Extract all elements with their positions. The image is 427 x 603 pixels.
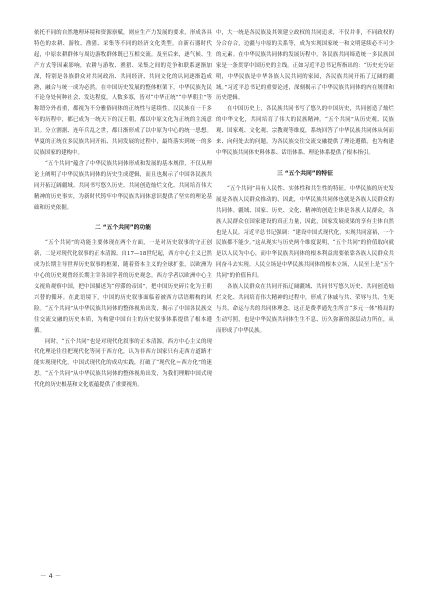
paragraph: “五个共同”蕴含了中华民族共同体形成和发展的基本规律，不仅从理论上阐明了中华民族共同体的历史生成逻辑，而且也揭示了中国各民族共同开拓辽阔疆域、共同书写悠久历史、共同创造灿烂文化、共同培育伟大精神的历史事实，为新时代铸牢中华民族共同体意识提供了坚实的理论基础和历史依据。 [34,160,212,211]
right-column [216,28,394,337]
paragraph: 在中国历史上，各民族共同书写了悠久的中国历史，共同创造了灿烂的中华文化，共同培育了伟大的民族精神。“五个共同”从历史观、民族观、国家观、文化观、宗教观等维度，系统回答了中华民族共同体从何而来、向何处去的问题，为各民族交往交流交融提供了理论遵循，也为构建中华民族共同体史料体系、话语体系、理论体系提供了根本指引。 [216,106,394,156]
left-column [34,28,212,391]
paragraph: “五个共同”具有人民性、实体性和共生性的特征。中华民族的历史发展是各族人民群众推动的，因此，中华民族共同体也就是各族人民群众的共同体。疆域、国家、历史、文化、精神的创造主体是各族人民群众，各族人民群众在国家建设的真正力量，因此，国家发展成果的享有主体自然也是人民。习近平总书记强调：“建设中国式现代化，实现共同富裕，一个民族都不能少。”这从现实与历史两个维度说明，“五个共同”的价值取向就是以人民为中心，而中华民族共同体的根本利益需要依靠各族人民群众共同奋斗去实现。人民立场是中华民族共同体的根本立场，人民至上是“五个共同”的价值旨归。 [216,185,394,280]
section-heading: 二 “五个共同”的功能 [94,225,151,232]
paragraph: 各族人民群众在共同开拓辽阔疆域、共同书写悠久历史、共同创造灿烂文化、共同培育伟大精神的过程中，形成了休戚与共、荣辱与共、生死与共、命运与共的共同体理念。这正是费孝通先生所言“多元一体”格局的生动写照，也是中华民族共同体生生不息、历久弥新的深层动力所在，从而形成了中华民族。 [216,284,394,334]
paragraph: “五个共同”的功能主要体现在两个方面，一是对历史叙事的守正创新，二是对现代化叙事的正本清源。自17—18世纪起，西方中心主义已然成为长期主导世界历史叙事的框架，随着资本主义的全球扩张，以欧洲为中心的历史观曾经长期主宰各国学者的历史观念。西方学者以欧洲中心主义视角观察中国，把中国描述为“停滞的帝国”，把中国历史碎片化为王朝兴替的循环。在此语境下，中国的历史叙事面临着被西方话语解构的风险。“五个共同”从中华民族共同体的整体视角出发，揭示了中国各民族交往交流交融的历史本质，为构建中国自主的历史叙事体系提供了根本遵循。 [34,240,212,334]
paragraph: 中，大一统是各民族及其领建立政权的共同追求，不仅并非，不同政权的分合存合，边疆与中原的关系等，成为实现国家统一和文明延续必不可少的元素。在中华民族共同体的发展历程中，各民族共同缔造统一多民族国家是一条贯穿中国历史的主线。正如习近平总书记所指出的：“历史充分证明，中华民族是中华各族人民共同的家园，各民族共同开拓了辽阔的疆域。”习近平总书记的重要论述，深刻揭示了中华民族共同体的内在规律和历史逻辑。 [216,30,394,102]
paragraph: 依托不同的自然地理环境和资源禀赋，则应生产力发展的要求，形成各具特色的农耕、游牧、渔猎、采集等不同的经济文化类型。自新石器时代起，中原农耕群体与周边游牧群体既已互相交流。及至后来，逐气候、生产方式等因素影响，农耕与游牧、渔猎、采集之间的竞争和联系逐渐加深，特别是各族群众对共同政治、共同经济、共同文化的认同逐渐趋成熟，融合与统一成为必然。在中国历史发展的整体框架下，中华民族先民不论身处何种社会、发达程度，人数多寡，皆对“中华正统”“中华朝主”等称谓分外看重，都视为不分雅俗同体的正统性与延续性。汉民族在一千多年的历程中，都已成为一统天下的汉王朝，都以中原文化为正统的主流意识。分立割据、连年兵乱之世，都日渐形成了以中原为中心的统一思想。华夏的正统在多民族共同开拓、共同发展的过程中，最终落实到统一的多民族国家的建构中。 [34,30,212,156]
page-number: － 4 － [40,572,62,580]
section-heading: 三 “五个共同”的特征 [276,170,333,177]
paragraph: 同时，“五个共同”也是对现代化叙事的正本清源。西方中心主义的现代化理论往往把现代化等同于西方化，认为非西方国家只有走西方道路才能实现现代化。中国式现代化的成功实践，打破了“现代化＝西方化”的迷思。“五个共同”从中华民族共同体的整体视角出发，为我们理解中国式现代化的历史根基和文化底蕴提供了重要视角。 [34,338,212,389]
